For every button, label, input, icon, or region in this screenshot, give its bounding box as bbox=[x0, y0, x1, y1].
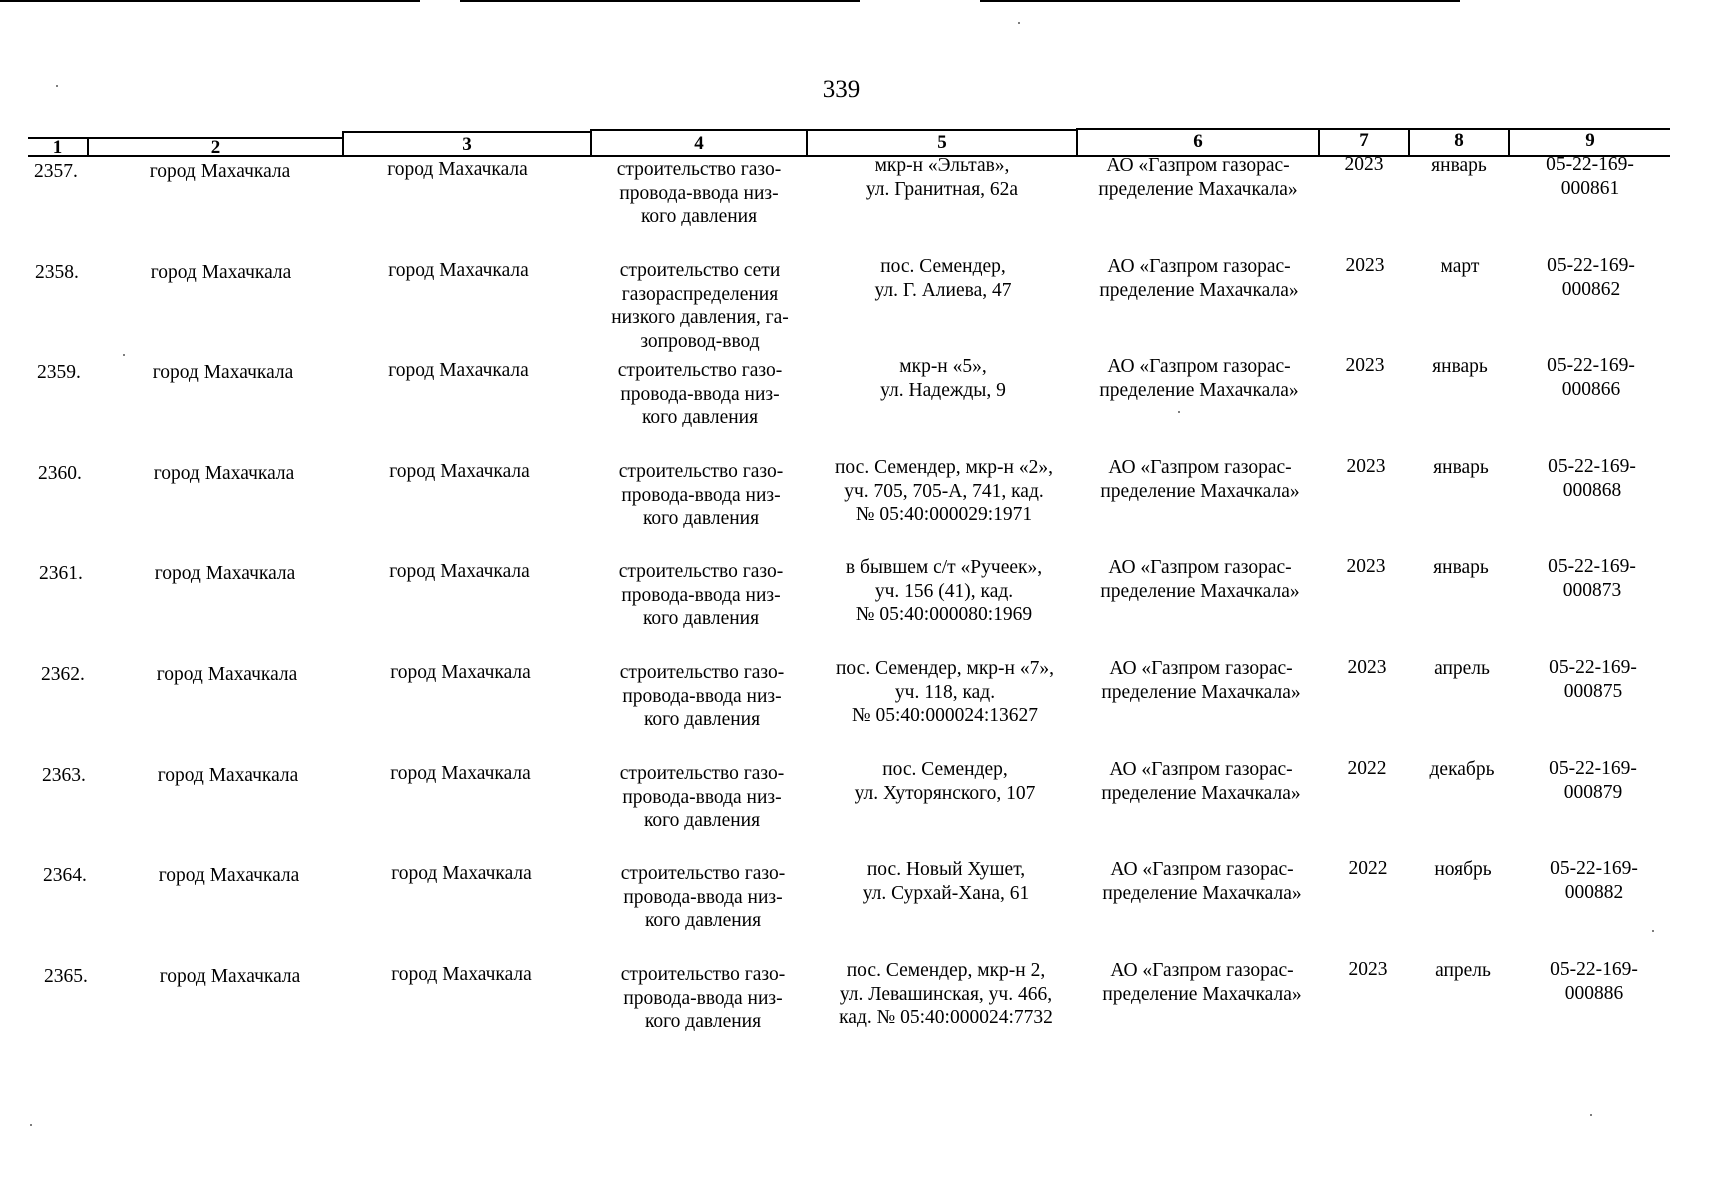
cell-month: январь bbox=[1432, 356, 1488, 377]
cell-line: кого давления bbox=[643, 810, 761, 831]
column-header-8: 8 bbox=[1454, 130, 1464, 151]
cell-locality: город Махачкала bbox=[389, 561, 530, 582]
cell-line: провода-ввода низ- bbox=[619, 182, 779, 204]
column-header-3: 3 bbox=[462, 134, 472, 155]
column-header-9: 9 bbox=[1585, 130, 1595, 151]
cell-year: 2022 bbox=[1347, 758, 1387, 779]
cell-municipality: город Махачкала bbox=[149, 161, 291, 182]
cell-line: пос. Семендер, мкр-н «2», bbox=[835, 457, 1053, 478]
cell-address bbox=[810, 556, 1078, 627]
cell-line: 000875 bbox=[1563, 680, 1623, 702]
cell-code bbox=[1514, 857, 1674, 904]
cell-month: апрель bbox=[1434, 658, 1490, 679]
scan-speck bbox=[30, 1124, 32, 1126]
cell-line: № 05:40:000080:1969 bbox=[855, 604, 1033, 625]
cell-num: 2362. bbox=[41, 664, 85, 685]
cell-line: пределение Махачкала» bbox=[1102, 983, 1302, 1005]
header-top-rule bbox=[1076, 128, 1670, 130]
cell-line: 05-22-169- bbox=[1547, 355, 1635, 376]
cell-line: 000861 bbox=[1560, 177, 1620, 199]
cell-line: мкр-н «5», bbox=[899, 356, 987, 377]
cell-org bbox=[1080, 556, 1320, 603]
cell-line: АО «Газпром газорас- bbox=[1107, 256, 1291, 277]
cell-work bbox=[596, 963, 810, 1034]
cell-line: АО «Газпром газорас- bbox=[1110, 859, 1294, 880]
cell-month: апрель bbox=[1435, 960, 1491, 981]
scan-edge-line bbox=[980, 0, 1460, 2]
cell-line: провода-ввода низ- bbox=[621, 584, 781, 606]
cell-line: 000886 bbox=[1564, 982, 1624, 1004]
cell-locality: город Махачкала bbox=[391, 964, 532, 985]
cell-line: АО «Газпром газорас- bbox=[1107, 356, 1291, 377]
cell-line: АО «Газпром газорас- bbox=[1108, 557, 1292, 578]
table-row bbox=[0, 959, 1713, 1063]
cell-line: АО «Газпром газорас- bbox=[1106, 155, 1290, 176]
table-row bbox=[0, 154, 1713, 258]
table-row bbox=[0, 355, 1713, 459]
cell-line: ул. Сурхай-Хана, 61 bbox=[862, 882, 1030, 904]
scan-speck bbox=[1590, 1114, 1592, 1116]
cell-work bbox=[595, 661, 809, 732]
cell-code bbox=[1513, 656, 1673, 703]
cell-work bbox=[596, 862, 810, 933]
cell-org bbox=[1079, 255, 1319, 302]
cell-num: 2358. bbox=[35, 262, 79, 283]
column-header-2: 2 bbox=[210, 137, 221, 158]
cell-month: январь bbox=[1433, 457, 1489, 478]
cell-line: 000879 bbox=[1563, 781, 1623, 803]
table-row bbox=[0, 858, 1713, 962]
cell-line: пределение Махачкала» bbox=[1099, 279, 1299, 301]
cell-municipality: город Махачкала bbox=[157, 765, 299, 786]
cell-year: 2023 bbox=[1345, 355, 1385, 376]
cell-org bbox=[1080, 456, 1320, 503]
cell-code bbox=[1514, 958, 1674, 1005]
cell-work bbox=[594, 560, 808, 631]
cell-line: пос. Семендер, мкр-н 2, bbox=[846, 960, 1046, 981]
column-header-5: 5 bbox=[937, 132, 947, 153]
cell-address bbox=[811, 758, 1079, 805]
cell-line: провода-ввода низ- bbox=[620, 383, 780, 405]
cell-work bbox=[593, 259, 807, 353]
cell-code bbox=[1512, 555, 1672, 602]
header-top-rule bbox=[342, 131, 590, 133]
cell-year: 2023 bbox=[1345, 255, 1385, 276]
cell-code bbox=[1512, 455, 1672, 502]
cell-line: ул. Надежды, 9 bbox=[880, 379, 1006, 401]
cell-line: строительство газо- bbox=[616, 159, 782, 180]
cell-line: 000873 bbox=[1562, 579, 1622, 601]
cell-num: 2364. bbox=[43, 865, 87, 886]
cell-line: АО «Газпром газорас- bbox=[1109, 658, 1293, 679]
cell-line: низкого давления, га- bbox=[611, 307, 789, 328]
cell-line: газораспределения bbox=[621, 283, 779, 305]
cell-line: 05-22-169- bbox=[1548, 556, 1636, 577]
cell-municipality: город Махачкала bbox=[150, 262, 292, 283]
cell-year: 2023 bbox=[1346, 556, 1386, 577]
cell-line: строительство газо- bbox=[620, 863, 786, 884]
cell-org bbox=[1079, 355, 1319, 402]
cell-month: ноябрь bbox=[1434, 859, 1492, 880]
cell-municipality: город Махачкала bbox=[159, 966, 301, 987]
cell-municipality: город Махачкала bbox=[153, 463, 295, 484]
table-row bbox=[0, 657, 1713, 761]
cell-line: АО «Газпром газорас- bbox=[1108, 457, 1292, 478]
cell-num: 2363. bbox=[42, 765, 86, 786]
cell-line: строительство газо- bbox=[619, 662, 785, 683]
cell-month: декабрь bbox=[1429, 759, 1495, 780]
cell-locality: город Махачкала bbox=[390, 763, 531, 784]
cell-municipality: город Махачкала bbox=[158, 865, 300, 886]
cell-line: провода-ввода низ- bbox=[623, 987, 783, 1009]
cell-line: провода-ввода низ- bbox=[622, 685, 782, 707]
cell-line: 05-22-169- bbox=[1546, 154, 1634, 175]
cell-line: 05-22-169- bbox=[1549, 758, 1637, 779]
cell-line: кад. № 05:40:000024:7732 bbox=[839, 1007, 1053, 1028]
cell-locality: город Махачкала bbox=[387, 159, 528, 180]
cell-code bbox=[1511, 254, 1671, 301]
cell-org bbox=[1082, 858, 1322, 905]
cell-work bbox=[594, 460, 808, 531]
cell-line: строительство газо- bbox=[619, 763, 785, 784]
cell-line: кого давления bbox=[643, 709, 761, 730]
cell-year: 2023 bbox=[1348, 959, 1388, 980]
cell-line: пос. Новый Хушет, bbox=[866, 859, 1026, 880]
scan-edge-line bbox=[0, 0, 420, 2]
cell-org bbox=[1078, 154, 1318, 201]
cell-line: строительство сети bbox=[619, 260, 781, 281]
cell-year: 2022 bbox=[1348, 858, 1388, 879]
page-number: 339 bbox=[822, 76, 861, 103]
cell-line: АО «Газпром газорас- bbox=[1109, 759, 1293, 780]
cell-locality: город Махачкала bbox=[390, 662, 531, 683]
cell-line: 05-22-169- bbox=[1550, 959, 1638, 980]
table-row bbox=[0, 255, 1713, 359]
cell-line: зопровод-ввод bbox=[640, 330, 760, 352]
cell-num: 2357. bbox=[34, 161, 78, 182]
cell-municipality: город Махачкала bbox=[152, 362, 294, 383]
cell-month: март bbox=[1440, 256, 1480, 277]
cell-org bbox=[1082, 959, 1322, 1006]
cell-line: пределение Махачкала» bbox=[1100, 580, 1300, 602]
cell-line: 05-22-169- bbox=[1549, 657, 1637, 678]
cell-line: строительство газо- bbox=[617, 360, 783, 381]
cell-line: ул. Гранитная, 62а bbox=[865, 178, 1019, 200]
cell-line: мкр-н «Эльтав», bbox=[874, 155, 1010, 176]
cell-org bbox=[1081, 758, 1321, 805]
cell-line: провода-ввода низ- bbox=[623, 886, 783, 908]
cell-line: пределение Махачкала» bbox=[1098, 178, 1298, 200]
cell-line: кого давления bbox=[640, 206, 758, 227]
cell-num: 2359. bbox=[37, 362, 81, 383]
column-header-7: 7 bbox=[1359, 130, 1369, 151]
cell-line: 05-22-169- bbox=[1547, 255, 1635, 276]
column-header-6: 6 bbox=[1193, 131, 1203, 152]
cell-line: 000868 bbox=[1562, 479, 1622, 501]
cell-line: кого давления bbox=[641, 407, 759, 428]
cell-line: кого давления bbox=[642, 508, 760, 529]
cell-line: строительство газо- bbox=[620, 964, 786, 985]
cell-locality: город Махачкала bbox=[389, 461, 530, 482]
cell-line: № 05:40:000024:13627 bbox=[852, 705, 1038, 726]
cell-line: пределение Махачкала» bbox=[1101, 681, 1301, 703]
cell-num: 2365. bbox=[44, 966, 88, 987]
cell-line: кого давления bbox=[644, 1011, 762, 1032]
cell-org bbox=[1081, 657, 1321, 704]
cell-line: пределение Махачкала» bbox=[1099, 379, 1299, 401]
cell-year: 2023 bbox=[1346, 456, 1386, 477]
scan-edge-line bbox=[460, 0, 860, 2]
cell-locality: город Махачкала bbox=[391, 863, 532, 884]
cell-line: пос. Семендер, bbox=[882, 759, 1008, 780]
cell-line: уч. 705, 705-А, 741, кад. bbox=[844, 480, 1044, 502]
cell-num: 2360. bbox=[38, 463, 82, 484]
cell-line: № 05:40:000029:1971 bbox=[855, 504, 1033, 525]
cell-code bbox=[1513, 757, 1673, 804]
cell-address bbox=[809, 355, 1077, 402]
table-row bbox=[0, 456, 1713, 560]
cell-address bbox=[808, 154, 1076, 201]
cell-line: в бывшем с/т «Ручеек», bbox=[845, 557, 1043, 578]
cell-line: ул. Г. Алиева, 47 bbox=[874, 279, 1012, 301]
table-row bbox=[0, 556, 1713, 660]
cell-locality: город Махачкала bbox=[388, 360, 529, 381]
cell-municipality: город Махачкала bbox=[156, 664, 298, 685]
cell-line: пос. Семендер, bbox=[880, 256, 1006, 277]
cell-line: 05-22-169- bbox=[1548, 456, 1636, 477]
cell-line: кого давления bbox=[642, 608, 760, 629]
cell-address bbox=[810, 456, 1078, 527]
cell-work bbox=[595, 762, 809, 833]
cell-line: 000882 bbox=[1564, 881, 1624, 903]
cell-address bbox=[809, 255, 1077, 302]
cell-code bbox=[1510, 153, 1670, 200]
cell-work bbox=[593, 359, 807, 430]
cell-locality: город Махачкала bbox=[388, 260, 529, 281]
cell-address bbox=[811, 657, 1079, 728]
cell-line: кого давления bbox=[644, 910, 762, 931]
cell-line: пределение Махачкала» bbox=[1101, 782, 1301, 804]
cell-num: 2361. bbox=[39, 563, 83, 584]
cell-municipality: город Махачкала bbox=[154, 563, 296, 584]
cell-line: уч. 118, кад. bbox=[894, 681, 996, 703]
cell-year: 2023 bbox=[1344, 154, 1384, 175]
cell-line: 000862 bbox=[1561, 278, 1621, 300]
scan-speck bbox=[1018, 22, 1020, 24]
cell-month: январь bbox=[1433, 557, 1489, 578]
cell-line: 000866 bbox=[1561, 378, 1621, 400]
cell-address bbox=[812, 858, 1080, 905]
cell-address bbox=[812, 959, 1080, 1030]
table-row bbox=[0, 758, 1713, 862]
cell-line: 05-22-169- bbox=[1550, 858, 1638, 879]
cell-line: провода-ввода низ- bbox=[621, 484, 781, 506]
cell-line: уч. 156 (41), кад. bbox=[874, 580, 1014, 602]
cell-line: пос. Семендер, мкр-н «7», bbox=[836, 658, 1054, 679]
cell-line: пределение Махачкала» bbox=[1100, 480, 1300, 502]
column-header-1: 1 bbox=[52, 137, 63, 158]
cell-year: 2023 bbox=[1347, 657, 1387, 678]
cell-line: провода-ввода низ- bbox=[622, 786, 782, 808]
cell-line: ул. Хуторянского, 107 bbox=[854, 782, 1036, 804]
header-top-rule bbox=[590, 129, 1076, 131]
cell-work bbox=[592, 158, 806, 229]
cell-month: январь bbox=[1431, 155, 1487, 176]
cell-line: ул. Левашинская, уч. 466, bbox=[839, 983, 1053, 1005]
cell-line: строительство газо- bbox=[618, 561, 784, 582]
cell-line: строительство газо- bbox=[618, 461, 784, 482]
cell-line: пределение Махачкала» bbox=[1102, 882, 1302, 904]
column-header-4: 4 bbox=[694, 133, 704, 154]
cell-code bbox=[1511, 354, 1671, 401]
cell-line: АО «Газпром газорас- bbox=[1110, 960, 1294, 981]
